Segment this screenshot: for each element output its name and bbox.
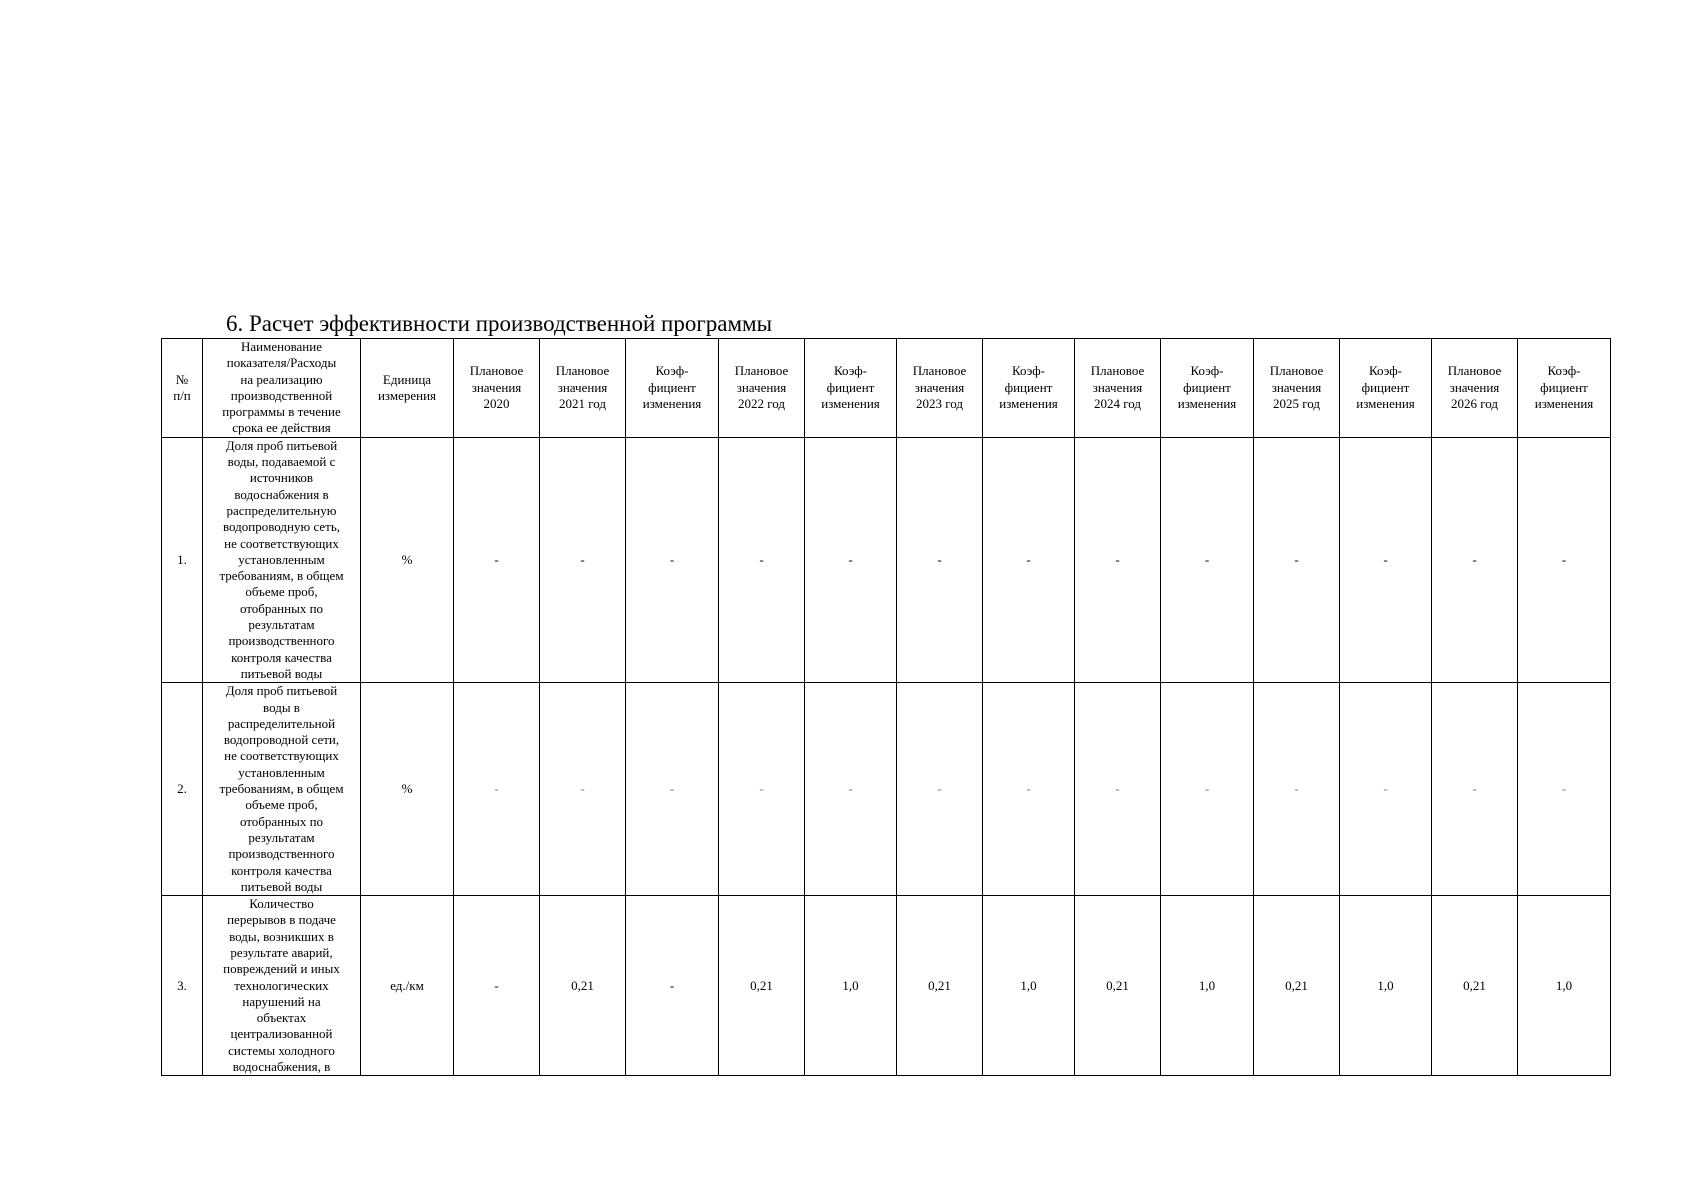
value-cell: - — [719, 683, 805, 896]
value-cell: - — [626, 896, 719, 1076]
value-cell: - — [983, 683, 1075, 896]
value-cell: 1,0 — [983, 896, 1075, 1076]
header-coef-2022: Коэф- фициент изменения — [805, 339, 897, 438]
value-cell: - — [805, 437, 897, 682]
row-indicator-name: Доля проб питьевой воды в распределительной водопроводной сети, не соответствующих установленным требованиям, в общем объеме проб, отобранных по результатам производственного контроля качества питьевой воды — [203, 683, 361, 896]
value-cell: - — [1340, 437, 1432, 682]
document-title: 6. Расчет эффективности производственной программы — [226, 311, 773, 336]
row-unit: % — [361, 683, 454, 896]
table-row — [162, 437, 1611, 682]
value-cell: 1,0 — [1518, 896, 1611, 1076]
header-coef-2025: Коэф- фициент изменения — [1340, 339, 1432, 438]
value-cell: 1,0 — [1340, 896, 1432, 1076]
row-number: 3. — [162, 896, 203, 1076]
header-plan-2023: Плановое значения 2023 год — [897, 339, 983, 438]
row-unit: ед./км — [361, 896, 454, 1076]
header-plan-2020: Плановое значения 2020 — [454, 339, 540, 438]
table-row — [162, 896, 1611, 1076]
value-cell: 1,0 — [1161, 896, 1254, 1076]
value-cell: - — [454, 683, 540, 896]
value-cell: - — [1254, 683, 1340, 896]
header-number: № п/п — [162, 339, 203, 438]
value-cell: - — [626, 437, 719, 682]
header-coef-2023: Коэф- фициент изменения — [983, 339, 1075, 438]
row-unit: % — [361, 437, 454, 682]
value-cell: - — [454, 896, 540, 1076]
header-plan-2025: Плановое значения 2025 год — [1254, 339, 1340, 438]
value-cell: - — [1432, 437, 1518, 682]
value-cell: - — [1518, 437, 1611, 682]
value-cell: 0,21 — [719, 896, 805, 1076]
row-indicator-name: Количество перерывов в подаче воды, возникших в результате аварий, повреждений и иных технологических нарушений на объектах централизованной системы холодного водоснабжения, в — [203, 896, 361, 1076]
efficiency-table — [161, 338, 1611, 1076]
header-plan-2022: Плановое значения 2022 год — [719, 339, 805, 438]
value-cell: - — [1161, 683, 1254, 896]
value-cell: - — [1518, 683, 1611, 896]
table-header-row — [162, 339, 1611, 438]
table-row — [162, 683, 1611, 896]
value-cell: - — [454, 437, 540, 682]
value-cell: - — [897, 437, 983, 682]
value-cell: 0,21 — [897, 896, 983, 1076]
value-cell: - — [1340, 683, 1432, 896]
row-number: 2. — [162, 683, 203, 896]
header-indicator-name: Наименование показателя/Расходы на реализацию производственной программы в течение срока ее действия — [203, 339, 361, 438]
header-plan-2021: Плановое значения 2021 год — [540, 339, 626, 438]
value-cell: 0,21 — [1254, 896, 1340, 1076]
row-indicator-name: Доля проб питьевой воды, подаваемой с источников водоснабжения в распределительную водопроводную сеть, не соответствующих установленным требованиям, в общем объеме проб, отобранных по результатам производственного контроля качества питьевой воды — [203, 437, 361, 682]
value-cell: - — [719, 437, 805, 682]
value-cell: - — [1432, 683, 1518, 896]
value-cell: - — [626, 683, 719, 896]
value-cell: - — [540, 437, 626, 682]
header-coef-2021: Коэф- фициент изменения — [626, 339, 719, 438]
value-cell: - — [1254, 437, 1340, 682]
value-cell: - — [897, 683, 983, 896]
value-cell: - — [1075, 437, 1161, 682]
value-cell: 1,0 — [805, 896, 897, 1076]
row-number: 1. — [162, 437, 203, 682]
header-coef-2026: Коэф- фициент изменения — [1518, 339, 1611, 438]
value-cell: 0,21 — [1075, 896, 1161, 1076]
header-coef-2024: Коэф- фициент изменения — [1161, 339, 1254, 438]
value-cell: - — [805, 683, 897, 896]
value-cell: - — [983, 437, 1075, 682]
header-unit: Единица измерения — [361, 339, 454, 438]
value-cell: 0,21 — [1432, 896, 1518, 1076]
header-plan-2024: Плановое значения 2024 год — [1075, 339, 1161, 438]
value-cell: - — [540, 683, 626, 896]
value-cell: 0,21 — [540, 896, 626, 1076]
value-cell: - — [1161, 437, 1254, 682]
value-cell: - — [1075, 683, 1161, 896]
header-plan-2026: Плановое значения 2026 год — [1432, 339, 1518, 438]
